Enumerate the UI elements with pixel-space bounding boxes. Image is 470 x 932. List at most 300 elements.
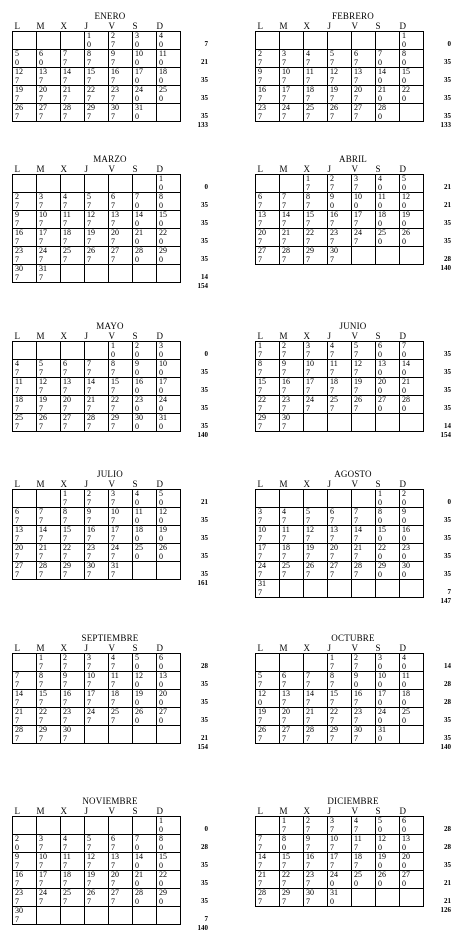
day-number: 17 [306, 377, 314, 386]
week-total: 28 [444, 680, 451, 688]
day-cell [61, 544, 85, 562]
week-row [13, 508, 181, 526]
day-hours: 7 [87, 111, 91, 121]
day-hours: 7 [63, 403, 67, 413]
weekday-header: X [303, 331, 310, 341]
day-cell [400, 490, 424, 508]
day-number: 27 [111, 888, 119, 897]
weekday-header: D [156, 806, 163, 816]
day-number: 21 [15, 707, 23, 716]
day-cell [133, 211, 157, 229]
day-hours: 0 [402, 57, 406, 67]
day-cell [400, 835, 424, 853]
day-cell [352, 508, 376, 526]
day-cell [157, 726, 181, 744]
day-hours: 7 [354, 661, 358, 671]
day-cell [133, 193, 157, 211]
day-number: 13 [39, 67, 47, 76]
day-number: 20 [354, 85, 362, 94]
weekday-header: D [156, 643, 163, 653]
weekday-header: X [303, 164, 310, 174]
day-hours: 7 [63, 385, 67, 395]
day-number: 13 [15, 525, 23, 534]
day-hours: 7 [330, 697, 334, 707]
day-cell [61, 360, 85, 378]
day-cell [85, 104, 109, 122]
day-number: 31 [111, 561, 119, 570]
day-cell [256, 378, 280, 396]
week-row [13, 708, 181, 726]
day-cell [37, 817, 61, 835]
day-number: 7 [258, 834, 262, 843]
week-total: 21 [201, 498, 208, 506]
week-row [13, 835, 181, 853]
day-cell [304, 396, 328, 414]
month-title: AGOSTO [334, 469, 372, 479]
week-total: 21 [201, 58, 208, 66]
day-cell [133, 86, 157, 104]
day-hours: 0 [402, 878, 406, 888]
day-hours: 0 [258, 697, 262, 707]
day-cell [157, 175, 181, 193]
day-number: 21 [39, 543, 47, 552]
day-cell [61, 562, 85, 580]
day-number: 22 [39, 707, 47, 716]
day-hours: 7 [282, 551, 286, 561]
day-cell [85, 544, 109, 562]
day-number: 11 [354, 834, 362, 843]
week-row [256, 211, 424, 229]
day-hours: 0 [159, 497, 163, 507]
day-cell [328, 672, 352, 690]
day-number: 1 [306, 174, 310, 183]
day-cell [85, 562, 109, 580]
day-cell [37, 853, 61, 871]
day-cell [280, 193, 304, 211]
day-hours: 0 [135, 403, 139, 413]
day-hours: 7 [330, 367, 334, 377]
day-cell [352, 414, 376, 432]
week-row [256, 817, 424, 835]
day-number: 10 [111, 507, 119, 516]
week-row [13, 265, 181, 283]
weekday-header: L [257, 164, 263, 174]
day-hours: 7 [354, 349, 358, 359]
day-number: 5 [330, 49, 334, 58]
day-hours: 0 [330, 200, 334, 210]
day-cell [133, 889, 157, 907]
day-number: 16 [111, 67, 119, 76]
day-hours: 7 [258, 236, 262, 246]
day-cell [376, 247, 400, 265]
day-hours: 7 [330, 661, 334, 671]
day-cell [37, 835, 61, 853]
day-hours: 7 [39, 218, 43, 228]
day-number: 20 [63, 395, 71, 404]
day-cell [328, 654, 352, 672]
day-cell [13, 490, 37, 508]
day-hours: 0 [378, 236, 382, 246]
day-cell [280, 229, 304, 247]
day-cell [352, 708, 376, 726]
day-cell [256, 50, 280, 68]
weekday-header: M [36, 21, 45, 31]
day-number: 7 [15, 671, 19, 680]
day-hours: 7 [258, 421, 262, 431]
day-cell [133, 265, 157, 283]
day-hours: 7 [15, 236, 19, 246]
day-cell [85, 396, 109, 414]
day-number: 20 [258, 228, 266, 237]
day-hours: 7 [354, 733, 358, 743]
month-grid [255, 480, 424, 598]
day-hours: 7 [330, 385, 334, 395]
day-hours: 7 [111, 403, 115, 413]
day-cell [376, 708, 400, 726]
day-cell [328, 871, 352, 889]
day-number: 17 [354, 210, 362, 219]
day-cell [109, 32, 133, 50]
day-cell [13, 889, 37, 907]
day-cell [13, 193, 37, 211]
day-cell [304, 690, 328, 708]
day-number: 19 [378, 852, 386, 861]
day-number: 28 [39, 561, 47, 570]
day-cell [133, 817, 157, 835]
day-hours: 7 [15, 93, 19, 103]
day-number: 7 [282, 192, 286, 201]
weekday-header: D [399, 164, 406, 174]
day-cell [256, 726, 280, 744]
day-number: 18 [111, 689, 119, 698]
day-hours: 7 [354, 824, 358, 834]
day-hours: 0 [159, 200, 163, 210]
day-number: 15 [378, 525, 386, 534]
day-hours: 0 [354, 878, 358, 888]
month-grid [255, 22, 424, 122]
day-cell [109, 193, 133, 211]
day-cell [157, 708, 181, 726]
day-hours: 0 [354, 679, 358, 689]
day-cell [37, 708, 61, 726]
day-hours: 7 [306, 236, 310, 246]
day-cell [304, 889, 328, 907]
day-hours: 7 [111, 93, 115, 103]
day-number: 25 [354, 870, 362, 879]
weekday-header: X [60, 21, 67, 31]
day-number: 10 [159, 359, 167, 368]
day-hours: 7 [39, 860, 43, 870]
day-number: 22 [378, 543, 386, 552]
day-cell [13, 562, 37, 580]
day-hours: 0 [159, 896, 163, 906]
weekday-header: X [60, 331, 67, 341]
day-number: 25 [63, 888, 71, 897]
day-hours: 7 [258, 551, 262, 561]
weekday-header: D [156, 21, 163, 31]
day-cell [304, 672, 328, 690]
day-cell [61, 490, 85, 508]
week-row [13, 360, 181, 378]
day-hours: 7 [63, 367, 67, 377]
day-hours: 7 [39, 515, 43, 525]
week-total: 28 [444, 698, 451, 706]
day-number: 3 [87, 653, 91, 662]
day-cell [304, 654, 328, 672]
day-cell [352, 211, 376, 229]
day-number: 2 [111, 31, 115, 40]
day-number: 2 [330, 174, 334, 183]
month-title: MARZO [93, 154, 127, 164]
day-cell [109, 562, 133, 580]
week-total: 35 [201, 112, 208, 120]
day-hours: 7 [354, 385, 358, 395]
day-hours: 0 [135, 860, 139, 870]
day-hours: 0 [282, 842, 286, 852]
week-row [13, 211, 181, 229]
day-cell [61, 247, 85, 265]
weekday-header: X [303, 643, 310, 653]
day-cell [61, 229, 85, 247]
day-cell [256, 490, 280, 508]
day-cell [256, 229, 280, 247]
day-number: 8 [402, 49, 406, 58]
weekday-header: J [327, 643, 332, 653]
weekday-header: X [303, 21, 310, 31]
day-number: 14 [378, 67, 386, 76]
day-hours: 0 [378, 679, 382, 689]
day-hours: 0 [135, 367, 139, 377]
day-hours: 7 [354, 697, 358, 707]
day-cell [328, 396, 352, 414]
weekday-header: M [36, 806, 45, 816]
day-cell [85, 175, 109, 193]
day-cell [280, 360, 304, 378]
day-number: 18 [306, 85, 314, 94]
day-hours: 0 [135, 39, 139, 49]
day-cell [280, 68, 304, 86]
week-row [13, 654, 181, 672]
day-cell [328, 50, 352, 68]
day-number: 26 [87, 888, 95, 897]
day-number: 11 [63, 210, 71, 219]
day-cell [85, 835, 109, 853]
day-hours: 7 [87, 515, 91, 525]
day-number: 24 [354, 228, 362, 237]
day-hours: 7 [87, 254, 91, 264]
day-number: 22 [282, 870, 290, 879]
day-hours: 0 [378, 551, 382, 561]
day-number: 14 [63, 67, 71, 76]
day-hours: 7 [39, 200, 43, 210]
day-number: 26 [87, 246, 95, 255]
week-total: 35 [201, 404, 208, 412]
day-number: 18 [402, 689, 410, 698]
week-total: 35 [201, 94, 208, 102]
week-row [13, 907, 181, 925]
day-hours: 0 [135, 236, 139, 246]
day-number: 14 [258, 852, 266, 861]
day-hours: 7 [39, 421, 43, 431]
day-cell [85, 247, 109, 265]
weekday-header: L [14, 21, 20, 31]
day-hours: 7 [330, 860, 334, 870]
day-cell [376, 229, 400, 247]
day-cell [37, 672, 61, 690]
day-number: 29 [258, 413, 266, 422]
day-number: 2 [354, 653, 358, 662]
day-cell [328, 835, 352, 853]
day-cell [256, 342, 280, 360]
day-hours: 7 [306, 824, 310, 834]
weekday-header: S [375, 21, 381, 31]
day-cell [400, 508, 424, 526]
day-hours: 0 [87, 39, 91, 49]
day-cell [157, 508, 181, 526]
day-hours: 7 [63, 551, 67, 561]
day-number: 19 [15, 85, 23, 94]
day-number: 24 [330, 870, 338, 879]
day-cell [400, 544, 424, 562]
day-number: 10 [39, 210, 47, 219]
day-number: 10 [354, 192, 362, 201]
day-hours: 0 [159, 533, 163, 543]
day-cell [256, 544, 280, 562]
day-hours: 7 [330, 533, 334, 543]
day-hours: 7 [87, 661, 91, 671]
day-hours: 7 [258, 367, 262, 377]
day-cell [85, 193, 109, 211]
month-total: 133 [440, 121, 451, 129]
day-number: 4 [282, 507, 286, 516]
day-number: 18 [63, 870, 71, 879]
month-total: 133 [197, 121, 208, 129]
day-cell [109, 342, 133, 360]
day-cell [85, 871, 109, 889]
week-total: 35 [201, 255, 208, 263]
day-cell [256, 672, 280, 690]
day-hours: 7 [306, 733, 310, 743]
day-hours: 0 [378, 569, 382, 579]
day-cell [352, 32, 376, 50]
day-hours: 7 [282, 403, 286, 413]
weekday-header: S [132, 21, 138, 31]
day-cell [352, 672, 376, 690]
day-cell [376, 86, 400, 104]
day-number: 1 [159, 174, 163, 183]
day-cell [304, 853, 328, 871]
day-cell [376, 378, 400, 396]
day-cell [109, 265, 133, 283]
day-hours: 7 [87, 842, 91, 852]
day-cell [352, 229, 376, 247]
week-total: 28 [444, 825, 451, 833]
day-hours: 7 [87, 385, 91, 395]
day-hours: 7 [15, 697, 19, 707]
day-cell [352, 871, 376, 889]
day-hours: 7 [87, 218, 91, 228]
day-hours: 7 [306, 57, 310, 67]
weekday-header: D [156, 331, 163, 341]
day-hours: 0 [159, 515, 163, 525]
day-cell [13, 726, 37, 744]
day-hours: 7 [87, 697, 91, 707]
day-number: 3 [282, 49, 286, 58]
day-cell [109, 247, 133, 265]
day-hours: 0 [135, 878, 139, 888]
day-number: 19 [258, 707, 266, 716]
day-number: 9 [87, 507, 91, 516]
day-hours: 7 [63, 569, 67, 579]
day-number: 30 [282, 413, 290, 422]
day-hours: 7 [87, 878, 91, 888]
day-number: 11 [402, 671, 410, 680]
day-hours: 0 [135, 896, 139, 906]
day-cell [328, 817, 352, 835]
day-hours: 7 [15, 679, 19, 689]
day-number: 2 [282, 341, 286, 350]
weekday-header: L [14, 479, 20, 489]
day-number: 23 [402, 543, 410, 552]
day-hours: 7 [63, 200, 67, 210]
weekday-header: L [257, 806, 263, 816]
day-cell [37, 229, 61, 247]
day-number: 27 [282, 725, 290, 734]
day-number: 29 [87, 103, 95, 112]
day-cell [109, 526, 133, 544]
day-hours: 7 [63, 733, 67, 743]
week-row [13, 871, 181, 889]
day-hours: 7 [15, 715, 19, 725]
day-number: 17 [378, 689, 386, 698]
week-row [256, 508, 424, 526]
day-cell [352, 68, 376, 86]
week-row [13, 175, 181, 193]
day-hours: 0 [402, 349, 406, 359]
day-hours: 7 [282, 896, 286, 906]
day-cell [109, 508, 133, 526]
day-number: 24 [39, 888, 47, 897]
day-hours: 7 [258, 349, 262, 359]
day-number: 21 [258, 870, 266, 879]
day-cell [376, 396, 400, 414]
day-hours: 7 [354, 715, 358, 725]
day-number: 1 [63, 489, 67, 498]
day-cell [13, 853, 37, 871]
day-hours: 7 [354, 236, 358, 246]
day-hours: 0 [402, 697, 406, 707]
day-cell [256, 708, 280, 726]
day-hours: 7 [111, 551, 115, 561]
weekday-header: M [36, 164, 45, 174]
day-hours: 7 [306, 896, 310, 906]
day-hours: 7 [258, 878, 262, 888]
day-hours: 7 [258, 385, 262, 395]
day-cell [37, 104, 61, 122]
month-grid [255, 332, 424, 432]
weekday-header: J [84, 643, 89, 653]
day-hours: 7 [87, 421, 91, 431]
day-cell [13, 907, 37, 925]
day-hours: 7 [63, 661, 67, 671]
day-hours: 0 [159, 551, 163, 561]
day-number: 8 [378, 507, 382, 516]
week-total: 35 [444, 404, 451, 412]
day-number: 11 [282, 525, 290, 534]
day-cell [328, 360, 352, 378]
day-cell [280, 526, 304, 544]
week-total: 35 [444, 58, 451, 66]
